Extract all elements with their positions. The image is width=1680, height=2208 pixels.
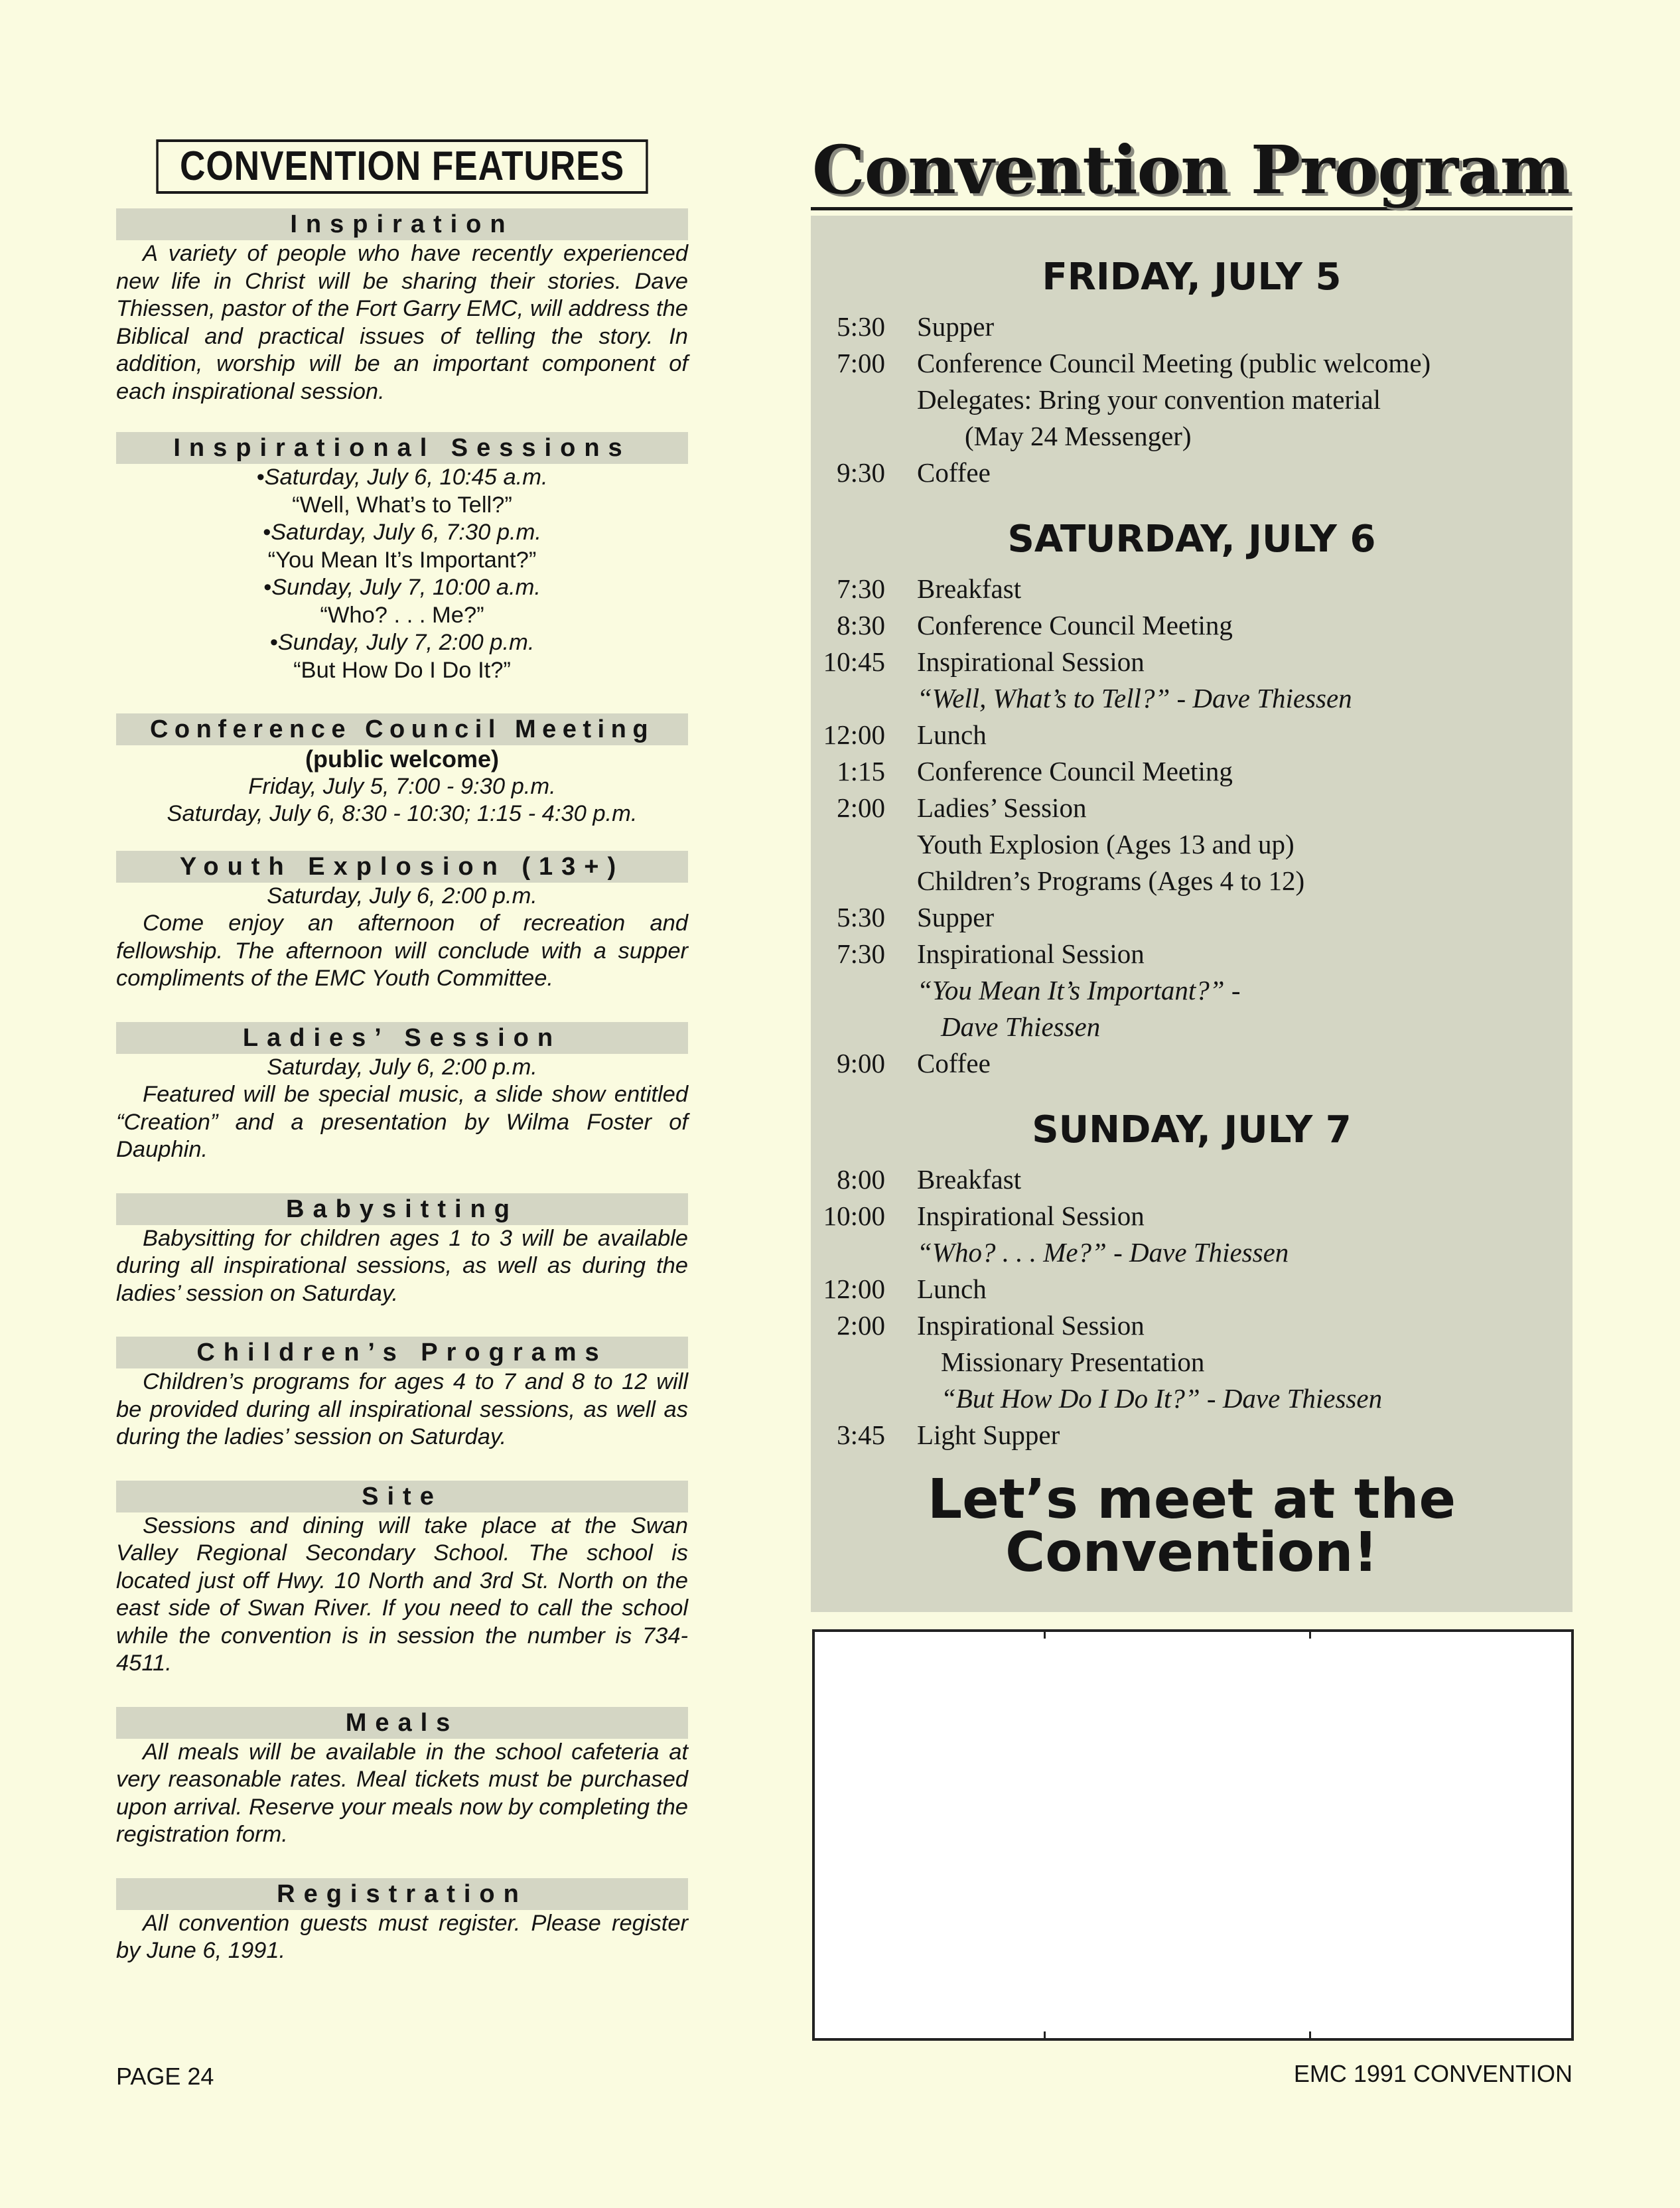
section-heading: Inspiration: [116, 208, 688, 240]
schedule-time: [811, 418, 917, 455]
schedule-row: [811, 936, 1573, 972]
schedule-event: Conference Council Meeting (public welcome): [917, 348, 1431, 378]
section-babysitting: [116, 1193, 688, 1308]
schedule-time: 2:00: [837, 1310, 885, 1341]
schedule-row: [811, 826, 1573, 863]
day-heading-friday: FRIDAY, JULY 5: [1042, 256, 1342, 299]
schedule-row: [811, 972, 1573, 1009]
schedule-time: 7:30: [837, 938, 885, 969]
schedule-time: [811, 1009, 917, 1045]
council-subheading: (public welcome): [305, 745, 500, 773]
section-heading: Inspirational Sessions: [116, 432, 688, 464]
youth-time: Saturday, July 6, 2:00 p.m.: [267, 883, 537, 909]
schedule-event: Supper: [917, 902, 995, 932]
schedule-row: [811, 1307, 1573, 1344]
features-title: CONVENTION FEATURES: [156, 139, 648, 194]
schedule-event: Missionary Presentation: [941, 1347, 1205, 1377]
schedule-time: [811, 826, 917, 863]
form-tick: [1044, 2031, 1046, 2041]
schedule-row: [811, 382, 1573, 418]
blank-form-area: [812, 1629, 1574, 2041]
form-tick: [1309, 1629, 1311, 1639]
schedule-panel: [811, 216, 1573, 1612]
schedule-event: Coffee: [917, 457, 991, 488]
page-number: PAGE 24: [116, 2063, 214, 2090]
schedule-row: [811, 863, 1573, 899]
form-tick: [1309, 2031, 1311, 2041]
schedule-event: Youth Explosion (Ages 13 and up): [917, 829, 1295, 859]
schedule-time: [811, 680, 917, 717]
section-inspiration: [116, 208, 688, 405]
section-ladies-session: [116, 1022, 688, 1164]
council-time-1: Friday, July 5, 7:00 - 9:30 p.m.: [248, 773, 556, 799]
schedule-event: Lunch: [917, 1274, 987, 1304]
section-heading: Meals: [116, 1707, 688, 1739]
section-council-meeting: [116, 713, 688, 828]
section-body: Babysitting for children ages 1 to 3 will be available during all inspirational sessions, as well as during the ladies’ session on Saturday.: [116, 1225, 688, 1306]
schedule-event: (May 24 Messenger): [965, 421, 1192, 451]
schedule-row: [811, 571, 1573, 607]
schedule-row: [811, 1045, 1573, 1082]
schedule-event: Coffee: [917, 1048, 991, 1078]
schedule-time: 8:00: [837, 1164, 885, 1195]
session-title: “But How Do I Do It?”: [293, 657, 511, 683]
schedule-time: 9:00: [837, 1048, 885, 1078]
schedule-event: “But How Do I Do It?” - Dave Thiessen: [941, 1383, 1383, 1414]
schedule-event: “Who? . . . Me?” - Dave Thiessen: [917, 1237, 1289, 1268]
schedule-time: 9:30: [837, 457, 885, 488]
schedule-row: [811, 717, 1573, 753]
section-heading: Youth Explosion (13+): [116, 851, 688, 883]
session-title: “Well, What’s to Tell?”: [292, 492, 512, 518]
schedule-row: [811, 1161, 1573, 1198]
closing-message: [811, 1468, 1573, 1584]
schedule-row: [811, 753, 1573, 790]
schedule-event: “Well, What’s to Tell?” - Dave Thiessen: [917, 683, 1352, 713]
section-body: Come enjoy an afternoon of recreation and fellowship. The afternoon will conclude with a supper compliments of the EMC Youth Committee.: [116, 911, 688, 991]
schedule-time: 10:00: [823, 1201, 885, 1231]
schedule-row: [811, 790, 1573, 826]
schedule-time: 1:15: [837, 756, 885, 786]
section-body: A variety of people who have recently experienced new life in Christ will be sharing their stories. Dave Thiessen, pastor of the Fort Garry EMC, will address the Biblical and practical issues of telling the story. In addition, worship will be an important component of each inspirational session.: [116, 241, 688, 404]
session-title: “Who? . . . Me?”: [320, 602, 484, 628]
schedule-row: [811, 607, 1573, 644]
schedule-event: Delegates: Bring your convention material: [917, 384, 1381, 415]
schedule-time: 5:30: [837, 311, 885, 342]
schedule-event: Supper: [917, 311, 995, 342]
council-time-2: Saturday, July 6, 8:30 - 10:30; 1:15 - 4:30 p.m.: [167, 801, 638, 826]
session-list: [116, 464, 688, 684]
schedule-event: “You Mean It’s Important?” -: [917, 975, 1241, 1005]
section-heading: Registration: [116, 1878, 688, 1910]
schedule-time: 2:00: [837, 792, 885, 823]
section-body: All meals will be available in the school cafeteria at very reasonable rates. Meal tickets must be purchased upon arrival. Reserve your meals now by completing the registration form.: [116, 1739, 688, 1847]
schedule-row: [811, 1271, 1573, 1307]
day-heading-saturday: SATURDAY, JULY 6: [1007, 518, 1376, 561]
schedule-time: [811, 1234, 917, 1271]
schedule-row: [811, 418, 1573, 455]
section-heading: Site: [116, 1481, 688, 1512]
section-youth-explosion: [116, 851, 688, 993]
schedule-row: [811, 455, 1573, 491]
section-childrens-programs: [116, 1337, 688, 1451]
schedule-time: 5:30: [837, 902, 885, 932]
section-heading: Conference Council Meeting: [116, 713, 688, 745]
section-body: Featured will be special music, a slide show entitled “Creation” and a presentation by Wilma Foster of Dauphin.: [116, 1082, 688, 1162]
schedule-event: Inspirational Session: [917, 1201, 1145, 1231]
schedule-event: Children’s Programs (Ages 4 to 12): [917, 865, 1305, 896]
schedule-time: [811, 1380, 917, 1417]
closing-line-2: Convention!: [1005, 1521, 1378, 1584]
schedule-time: 10:45: [823, 646, 885, 677]
schedule-event: Light Supper: [917, 1420, 1060, 1450]
schedule-row: [811, 1380, 1573, 1417]
schedule-event: Ladies’ Session: [917, 792, 1087, 823]
schedule-row: [811, 1198, 1573, 1234]
schedule-time: 12:00: [823, 719, 885, 750]
section-heading: Children’s Programs: [116, 1337, 688, 1368]
section-registration: [116, 1878, 688, 1965]
schedule-time: 7:30: [837, 573, 885, 604]
schedule-row: [811, 1417, 1573, 1453]
features-title-box: [116, 139, 688, 194]
section-body: Children’s programs for ages 4 to 7 and 8 to 12 will be provided during all inspirational sessions, as well as during the ladies’ session on Saturday.: [116, 1369, 688, 1449]
closing-line-1: Let’s meet at the: [927, 1468, 1456, 1531]
schedule-event: Conference Council Meeting: [917, 756, 1233, 786]
section-inspirational-sessions: [116, 432, 688, 684]
session-when: •Saturday, July 6, 10:45 a.m.: [256, 465, 548, 490]
day-heading-sunday: SUNDAY, JULY 7: [1032, 1108, 1352, 1151]
schedule-time: [811, 1344, 917, 1380]
schedule-row: [811, 644, 1573, 680]
schedule-event: Inspirational Session: [917, 1310, 1145, 1341]
schedule-time: [811, 382, 917, 418]
schedule-event: Conference Council Meeting: [917, 610, 1233, 640]
schedule-event: Inspirational Session: [917, 646, 1145, 677]
schedule-time: 7:00: [837, 348, 885, 378]
schedule-row: [811, 345, 1573, 382]
section-heading: Babysitting: [116, 1193, 688, 1225]
session-when: •Sunday, July 7, 10:00 a.m.: [263, 575, 541, 600]
schedule-time: [811, 972, 917, 1009]
spacer: [811, 1082, 1573, 1108]
section-site: [116, 1481, 688, 1678]
publication-footer: EMC 1991 CONVENTION: [1293, 2060, 1573, 2087]
schedule-event: Breakfast: [917, 1164, 1022, 1195]
schedule-row: [811, 1009, 1573, 1045]
schedule-row: [811, 1344, 1573, 1380]
schedule-row: [811, 680, 1573, 717]
schedule-time: 8:30: [837, 610, 885, 640]
form-tick: [1044, 1629, 1046, 1639]
schedule-event: Dave Thiessen: [941, 1011, 1101, 1042]
program-title: Convention Program: [812, 131, 1570, 209]
section-body: All convention guests must register. Please register by June 6, 1991.: [116, 1910, 688, 1963]
session-title: “You Mean It’s Important?”: [267, 547, 537, 573]
convention-program-column: [811, 133, 1573, 1612]
schedule-row: [811, 309, 1573, 345]
schedule-time: [811, 863, 917, 899]
convention-features-column: [116, 139, 688, 1994]
session-when: •Saturday, July 6, 7:30 p.m.: [263, 520, 541, 545]
schedule-time: 3:45: [837, 1420, 885, 1450]
spacer: [811, 491, 1573, 518]
section-meals: [116, 1707, 688, 1849]
schedule-event: Inspirational Session: [917, 938, 1145, 969]
ladies-time: Saturday, July 6, 2:00 p.m.: [267, 1054, 537, 1080]
section-body: Sessions and dining will take place at the Swan Valley Regional Secondary School. The school is located just off Hwy. 10 North and 3rd St. North on the east side of Swan River. If you need to call the school while the convention is in session the number is 734-4511.: [116, 1512, 688, 1676]
section-heading: Ladies’ Session: [116, 1022, 688, 1054]
schedule-time: 12:00: [823, 1274, 885, 1304]
schedule-event: Breakfast: [917, 573, 1022, 604]
session-when: •Sunday, July 7, 2:00 p.m.: [269, 630, 535, 655]
schedule-row: [811, 899, 1573, 936]
schedule-event: Lunch: [917, 719, 987, 750]
schedule-row: [811, 1234, 1573, 1271]
